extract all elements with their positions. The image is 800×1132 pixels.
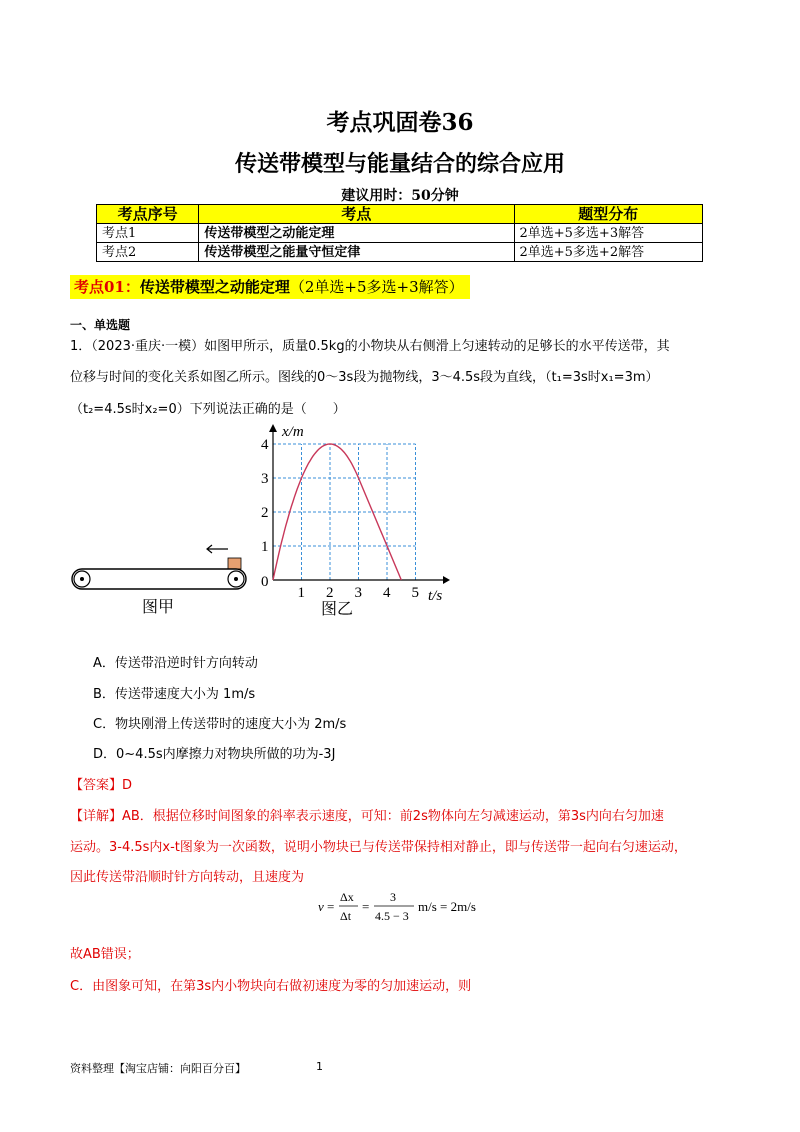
table-header-row	[97, 205, 703, 224]
table-header-cell: 考点序号	[97, 205, 199, 224]
x-tick-label: 2	[326, 585, 334, 601]
y-axis-label: x/m	[282, 424, 304, 440]
table-cell: 2单选+5多选+3解答	[514, 224, 703, 243]
page-title: 考点巩固卷36	[326, 109, 474, 136]
answer: 【答案】D	[70, 778, 133, 793]
left-roller-axle	[80, 577, 84, 581]
table-row	[97, 243, 703, 262]
footer: 资料整理【淘宝店铺：向阳百分百】	[70, 1062, 246, 1075]
table-row	[97, 224, 703, 243]
section-heading: 一、单选题	[70, 318, 131, 332]
table-cell: 传送带模型之能量守恒定律	[199, 243, 514, 262]
graph-grid	[273, 444, 416, 580]
option-a: A．传送带沿逆时针方向转动	[93, 656, 258, 671]
velocity-formula	[318, 886, 498, 928]
table-cell: 传送带模型之动能定理	[199, 224, 514, 243]
formula-v: v	[318, 899, 324, 914]
y-tick-label: 4	[261, 437, 269, 453]
belt-loop	[72, 569, 246, 589]
tick-labels	[261, 437, 419, 601]
banner-tag: 考点01：	[74, 278, 140, 296]
banner-distribution: （2单选+5多选+3解答）	[289, 278, 464, 296]
table-cell: 2单选+5多选+2解答	[514, 243, 703, 262]
question-line: 位移与时间的变化关系如图乙所示。图线的0～3s段为抛物线，3～4.5s段为直线，（t₁=3s时x₁=3m）	[70, 370, 659, 385]
x-tick-label: 1	[297, 585, 305, 601]
figure-caption-left: 图甲	[142, 597, 175, 616]
option-b: B．传送带速度大小为 1m/s	[93, 687, 256, 702]
explanation-line: C．由图象可知，在第3s内小物块向右做初速度为零的匀加速运动，则	[70, 979, 472, 994]
question-line: 1．（2023·重庆·一模）如图甲所示，质量0.5kg的小物块从右侧滑上匀速转动的足够长的水平传送带，其	[70, 339, 670, 354]
formula-result: m/s = 2m/s	[418, 899, 476, 914]
topic-distribution-table	[96, 204, 703, 262]
figure-caption-right: 图乙	[321, 599, 354, 618]
page-subtitle: 传送带模型与能量结合的综合应用	[234, 151, 565, 177]
x-t-curve	[273, 444, 401, 580]
figure-conveyor-belt	[68, 540, 258, 620]
y-tick-label: 1	[261, 539, 269, 555]
t-axis-arrow	[443, 576, 450, 584]
right-roller-axle	[234, 577, 238, 581]
explanation-line: 【详解】AB．根据位移时间图象的斜率表示速度，可知：前2s物体向左匀减速运动，第3s内向右匀加速	[70, 809, 664, 824]
formula-equals-2: =	[362, 899, 370, 914]
table-cell: 考点2	[97, 243, 199, 262]
explanation-line: 运动。3-4.5s内x-t图象为一次函数，说明小物块已与传送带保持相对静止，即与传送带一起向右匀速运动，	[70, 840, 687, 855]
page-number: 1	[316, 1060, 323, 1073]
time-label: 建议用时：50分钟	[341, 188, 459, 204]
x-tick-label: 5	[411, 585, 419, 601]
option-c: C．物块刚滑上传送带时的速度大小为 2m/s	[93, 717, 347, 732]
explanation-line: 因此传送带沿顺时针方向转动，且速度为	[70, 870, 305, 885]
formula-delta-t: Δt	[340, 909, 352, 923]
x-tick-label: 3	[354, 585, 362, 601]
y-tick-label: 3	[261, 471, 269, 487]
block	[228, 558, 241, 569]
topic-banner	[70, 275, 470, 299]
formula-numerator: 3	[390, 890, 396, 904]
y-tick-label: 2	[261, 505, 269, 521]
table-header-cell: 考点	[199, 205, 514, 224]
table-header-cell: 题型分布	[514, 205, 703, 224]
figure-xt-graph	[258, 420, 458, 620]
origin-label: 0	[261, 574, 269, 590]
x-axis-arrow	[269, 424, 277, 432]
formula-denominator: 4.5 − 3	[375, 909, 409, 923]
option-d: D．0~4.5s内摩擦力对物块所做的功为-3J	[93, 747, 336, 762]
x-tick-label: 4	[383, 585, 391, 601]
formula-delta-x: Δx	[340, 890, 354, 904]
x-axis-label: t/s	[428, 588, 443, 604]
question-line: （t₂=4.5s时x₂=0）下列说法正确的是（ ）	[70, 402, 346, 417]
banner-topic: 传送带模型之动能定理	[139, 278, 290, 296]
table-cell: 考点1	[97, 224, 199, 243]
formula-equals: =	[327, 899, 335, 914]
explanation-line: 故AB错误；	[70, 947, 140, 962]
